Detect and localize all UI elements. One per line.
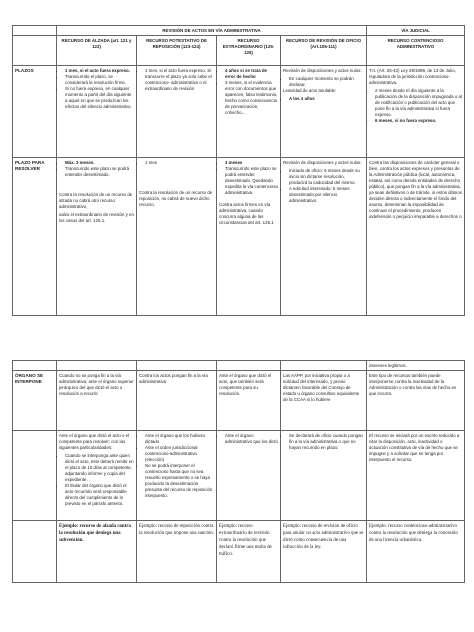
plazos-extraordinario-2: • 3 meses, si el evidencia error con documentos que aparecen, falso testimonio, hecho como consecuencia de prevaricación, cohecho...: [225, 80, 278, 116]
ante-oficio-cell: [281, 431, 367, 521]
ejemplo-extraordinario-cell: Ejemplo: recurso extraordinario de revisión contra la resolución que declaró firme una multa de tráfico.: [217, 521, 281, 583]
plazos-oficio-4: • A los 4 años: [289, 96, 364, 102]
row-label-organo: ÓRGANO SE INTERPONE: [13, 371, 57, 431]
plazos-reposicion-cell: [137, 66, 217, 158]
resolver-alzada-1: • Máx. 3 meses.: [65, 160, 134, 166]
organo-alzada-cell: Cuando no se ponga fin a la vía administrativa, ante el órgano superior jerárquico del que dictó el acto o resolución a recurrir.: [57, 371, 137, 431]
plazos-contencioso-3: • 6 meses, si no fuera expreso.: [375, 118, 462, 124]
resolver-extraordinario-1: • 3 meses: [225, 160, 278, 166]
col-header-oficio: RECURSO DE REVISIÓN DE OFICIO (Art.106-111): [281, 36, 367, 66]
organo-reposicion-cell: Contra los actos pongan fin a la vía administrativa: [137, 371, 217, 431]
ante-contencioso-cell: [367, 431, 465, 521]
row-label-plazos: PLAZOS: [13, 66, 57, 158]
ante-extraordinario-cell: [217, 431, 281, 521]
row-label-resolver: PLAZO PARA RESOLVER: [13, 158, 57, 316]
organo-extraordinario-cell: Ante el órgano que dictó el acto, que también será competente para su resolución.: [217, 371, 281, 431]
empty-cell: [217, 361, 281, 371]
resolver-extraordinario-3: Contra actos firmes en vía administrativa, cuando concurra alguna de las circunstancias del art. 125.1: [219, 202, 274, 226]
resolver-extraordinario-2: • Transcurrido este plazo se podrá entender desestimado. Quedando expedita la vía contencioso administrativa.: [225, 166, 278, 196]
organo-contencioso-cell: Este tipo de recursos también puede interponerse contra la inactividad de la Administración o contra las vías de hecho en que incurra.: [367, 371, 465, 431]
ante-reposicion-3: • No se podrá interponer el contencioso hasta que no sea resuelto expresamente o se haya producido la desestimación presunta del recurso de reposición interpuesto.: [145, 463, 214, 499]
plazos-oficio-1: Revisión de disposiciones y actos nulos:: [283, 67, 362, 73]
empty-cell: [281, 361, 367, 371]
plazos-oficio-2: • En cualquier momento se podrán declarar.: [289, 76, 364, 88]
empty-cell: [57, 361, 137, 371]
ante-extraordinario-1: • Ante el órgano administrativo que los dictó: [225, 433, 278, 445]
empty-cell: [137, 361, 217, 371]
resolver-alzada-cell: [57, 158, 137, 316]
plazos-oficio-cell: [281, 66, 367, 158]
plazos-alzada-3: • Si no fuera expreso, en cualquier momento a partir del día siguiente a aquel en que se produzcan los efectos del silencio administrativo.: [65, 86, 134, 110]
ante-oficio-1: • Se declarará de oficio cuando pongan fin a la vía administrativa o que no hayan recurrido en plazo.: [289, 433, 364, 451]
plazos-alzada-2: • Transcurrido el plazo, se considerará la resolución firme.: [65, 74, 134, 86]
comparison-table-bottom: [12, 360, 465, 583]
resolver-oficio-2: • Iniciado de oficio: 6 meses desde su inicio sin dictarse resolución, producirá la caducidad del mismo.: [289, 168, 364, 186]
resolver-contencioso-1: Contra las disposiciones de carácter general o bien, contra los actos expresos y presuntos de la Administración pública (local, autonómica, estatal, así como demás entidades de derecho público), que pongan fin a la vía administrativa, ya sean definitivos o de trámite, si estos últimos deciden directa o indirectamente el fondo del asunto, determinan la imposibilidad de continuar el procedimiento, producen indefensión o perjuicio irreparable a derechos o: [369, 159, 462, 220]
resolver-extraordinario-cell: [217, 158, 281, 316]
plazos-extraordinario-1: • 4 años si se trata de error de hecho: [225, 68, 278, 80]
ejemplo-contencioso-cell: Ejemplo: recurso contencioso-administrativo contra la resolución que deniega la concesión de una licencia urbanística.: [367, 521, 465, 583]
resolver-reposicion-2: Contra la resolución de un recurso de reposición, no cabrá de nuevo dicho recurso.: [139, 189, 213, 207]
col-header-reposicion: RECURSO POTESTATIVO DE REPOSICIÓN (123-124): [137, 36, 217, 66]
plazos-reposicion-1: • 1 mes, si el acto fuera expreso. Si transcurre el plazo ya solo cabe el contencioso- administrativo o el extraordinario de revisión: [145, 68, 214, 92]
resolver-contencioso-cell: [367, 158, 465, 316]
resolver-oficio-3: • A solicitud interesado: 6 meses desestimado por silencio administrativo.: [289, 186, 364, 204]
empty-cell: [13, 521, 57, 583]
plazos-contencioso-cell: [367, 66, 465, 158]
comparison-table-top: [12, 25, 465, 316]
ante-reposicion-cell: [137, 431, 217, 521]
corner-cell-2: [13, 36, 57, 66]
plazos-oficio-3: Lesividad de acto anulable:: [283, 87, 337, 93]
resolver-alzada-2: • Transcurrido este plazo se podrá entender desestimado.: [65, 166, 134, 178]
ante-reposicion-2: • Ante el orden jurisdiccional contencioso-administrativo (elección): [145, 445, 214, 463]
resolver-reposicion-1: • 1 mes: [145, 160, 214, 166]
plazos-contencioso-2: • 2 meses desde el día siguiente a la publicación de la disposición impugnada o al de notificación o publicación del acto que pone fin a la vía administrativa si fuera expreso.: [375, 88, 462, 118]
col-header-alzada: RECURSO DE ALZADA (art. 121 y 122): [57, 36, 137, 66]
empty-cell: [13, 431, 57, 521]
plazos-alzada-1: • 1 mes, si el acto fuera expreso.: [65, 68, 134, 74]
col-header-extraordinario: RECURSO EXTRAORDINARIO (125-126): [217, 36, 281, 66]
header-judicial-group: VÍA JUDICIAL: [367, 26, 465, 36]
resolver-alzada-4: salvo el extraordinario de revisión y en los casos del art. 125.1.: [59, 212, 134, 224]
plazos-extraordinario-cell: [217, 66, 281, 158]
ante-reposicion-1: • Ante el órgano que los hubiera dictado: [145, 433, 214, 445]
ejemplo-oficio-cell: Ejemplo: recurso de revisión de oficio para anular un acto administrativo que se dictó como consecuencia de una infracción de la ley.: [281, 521, 367, 583]
ante-contencioso-1: El recurso se iniciará por un escrito reducido a citar la disposición, acto, inactividad o actuación constitutiva de vía de hecho que se impugne y a solicitar que se tenga por interpuesto el recurso.: [369, 432, 460, 462]
organo-oficio-cell: Las AAPP, por iniciativa propia o a solicitud del interesado, y previo dictamen favorable del Consejo de estado u órgano consultivo equivalente de la CCAA si lo hubiere: [281, 371, 367, 431]
resolver-alzada-3: Contra la resolución de un recurso de alzada no cabrá otro recurso administrativo,: [59, 191, 133, 209]
resolver-oficio-1: Revisión de disposiciones y actos nulos:: [283, 159, 362, 165]
corner-cell: [13, 26, 57, 36]
empty-cell: [13, 361, 57, 371]
resolver-oficio-cell: [281, 158, 367, 316]
ejemplo-reposicion-cell: Ejemplo: recurso de reposición contra la resolución que impone una sanción.: [137, 521, 217, 583]
col-header-contencioso: RECURSO CONTENCIOSO ADMINISTRATIVO: [367, 36, 465, 66]
ante-alzada-1: Ante el órgano que dictó el acto o el competente para resolver; con las siguientes particularidades:: [59, 432, 130, 450]
ante-alzada-cell: [57, 431, 137, 521]
plazos-alzada-cell: [57, 66, 137, 158]
continued-contencioso-cell: intereses legítimos.: [367, 361, 465, 371]
header-admin-group: REVISIÓN DE ACTOS EN VÍA ADMINISTRATIVA: [57, 26, 367, 36]
plazos-contencioso-1: T.II. (Art. 25-42) Ley 29/1998, de 13 de Julio, reguladora de la jurisdicción contencioso-administrativa.: [369, 67, 456, 85]
resolver-reposicion-cell: [137, 158, 217, 316]
ante-alzada-2: • Cuando se interponga ante quien dictó el acto, éste deberá remitir en el plazo de 10 días al competente, adjuntando informe y copia del expediente.: [65, 453, 134, 483]
ante-alzada-3: • El titular del órgano que dictó el acto recurrido será responsable directo del cumplimiento de lo previsto en el párrafo anterior.: [65, 483, 134, 507]
ejemplo-alzada-cell: Ejemplo: recurso de alzada contra la resolución que deniega una subvención.: [57, 521, 137, 583]
